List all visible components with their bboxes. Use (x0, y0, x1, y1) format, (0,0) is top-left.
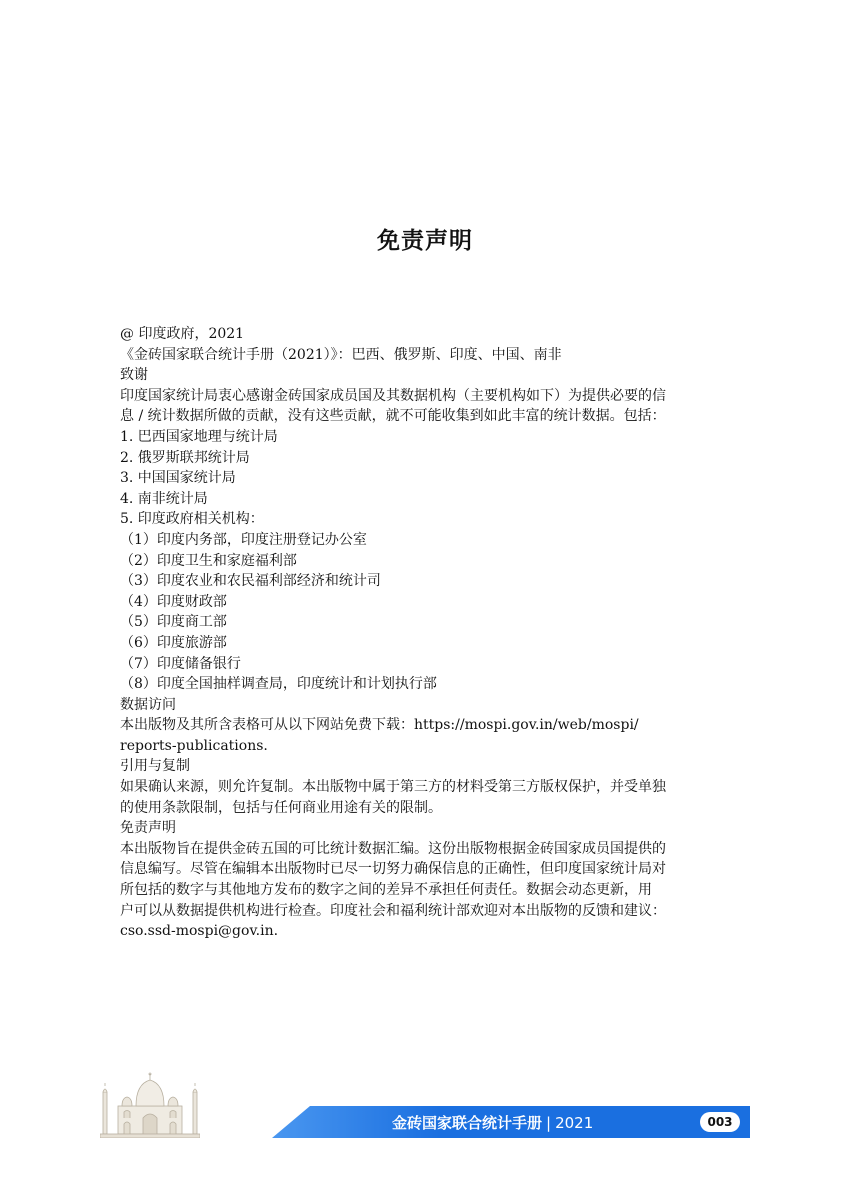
india-agency-item: （5）印度商工部 (120, 614, 227, 631)
acknowledgement-heading: 致谢 (120, 367, 148, 384)
disclaimer-body-1: 本出版物旨在提供金砖五国的可比统计数据汇编。这份出版物根据金砖国家成员国提供的 (120, 840, 666, 857)
agency-item: 4. 南非统计局 (120, 490, 208, 507)
taj-mahal-illustration (100, 1070, 200, 1142)
publication-line: 《金砖国家联合统计手册（2021）》：巴西、俄罗斯、印度、中国、南非 (120, 346, 562, 363)
disclaimer-body-5: cso.ssd-mospi@gov.in. (120, 923, 279, 940)
agency-item: 3. 中国国家统计局 (120, 470, 236, 487)
india-agency-item: （6）印度旅游部 (120, 634, 227, 651)
citation-body-2: 的使用条款限制，包括与任何商业用途有关的限制。 (120, 799, 442, 816)
copyright-line: @ 印度政府，2021 (120, 326, 245, 342)
india-agency-item: （3）印度农业和农民福利部经济和统计司 (120, 573, 381, 590)
page-number-badge: 003 (700, 1112, 740, 1132)
agency-item: 2. 俄罗斯联邦统计局 (120, 449, 250, 466)
data-access-heading: 数据访问 (120, 696, 176, 713)
data-access-body-1: 本出版物及其所含表格可从以下网站免费下载：https://mospi.gov.in/web/mospi/ (120, 717, 639, 734)
citation-body-1: 如果确认来源，则允许复制。本出版物中属于第三方的材料受第三方版权保护，并受单独 (120, 779, 666, 796)
disclaimer-body-2: 信息编写。尽管在编辑本出版物时已尽一切努力确保信息的正确性，但印度国家统计局对 (120, 861, 666, 878)
footer-year: 2021 (555, 1114, 594, 1132)
footer-bar (272, 1106, 750, 1138)
india-agency-item: （1）印度内务部，印度注册登记办公室 (120, 531, 367, 548)
india-agency-item: （4）印度财政部 (120, 593, 227, 610)
agency-item: 5. 印度政府相关机构： (120, 511, 264, 528)
disclaimer-body-3: 所包括的数字与其他地方发布的数字之间的差异不承担任何责任。数据会动态更新，用 (120, 882, 652, 899)
india-agency-item: （2）印度卫生和家庭福利部 (120, 552, 297, 569)
agency-item: 1. 巴西国家地理与统计局 (120, 428, 278, 445)
acknowledgement-body-2: 息 / 统计数据所做的贡献，没有这些贡献，就不可能收集到如此丰富的统计数据。包括： (120, 408, 666, 425)
document-body (120, 324, 750, 942)
footer-separator: | (546, 1114, 552, 1132)
citation-heading: 引用与复制 (120, 758, 190, 775)
page-title: 免责声明 (377, 228, 473, 254)
acknowledgement-body-1: 印度国家统计局衷心感谢金砖国家成员国及其数据机构（主要机构如下）为提供必要的信 (120, 387, 666, 404)
footer-book-title: 金砖国家联合统计手册 (392, 1114, 543, 1132)
footer-title (392, 1112, 593, 1133)
data-access-body-2: reports-publications. (120, 737, 268, 754)
india-agency-item: （8）印度全国抽样调查局，印度统计和计划执行部 (120, 676, 437, 693)
disclaimer-body-4: 户可以从数据提供机构进行检查。印度社会和福利统计部欢迎对本出版物的反馈和建议： (120, 902, 666, 919)
india-agency-item: （7）印度储备银行 (120, 655, 241, 672)
disclaimer-heading: 免责声明 (120, 820, 176, 837)
